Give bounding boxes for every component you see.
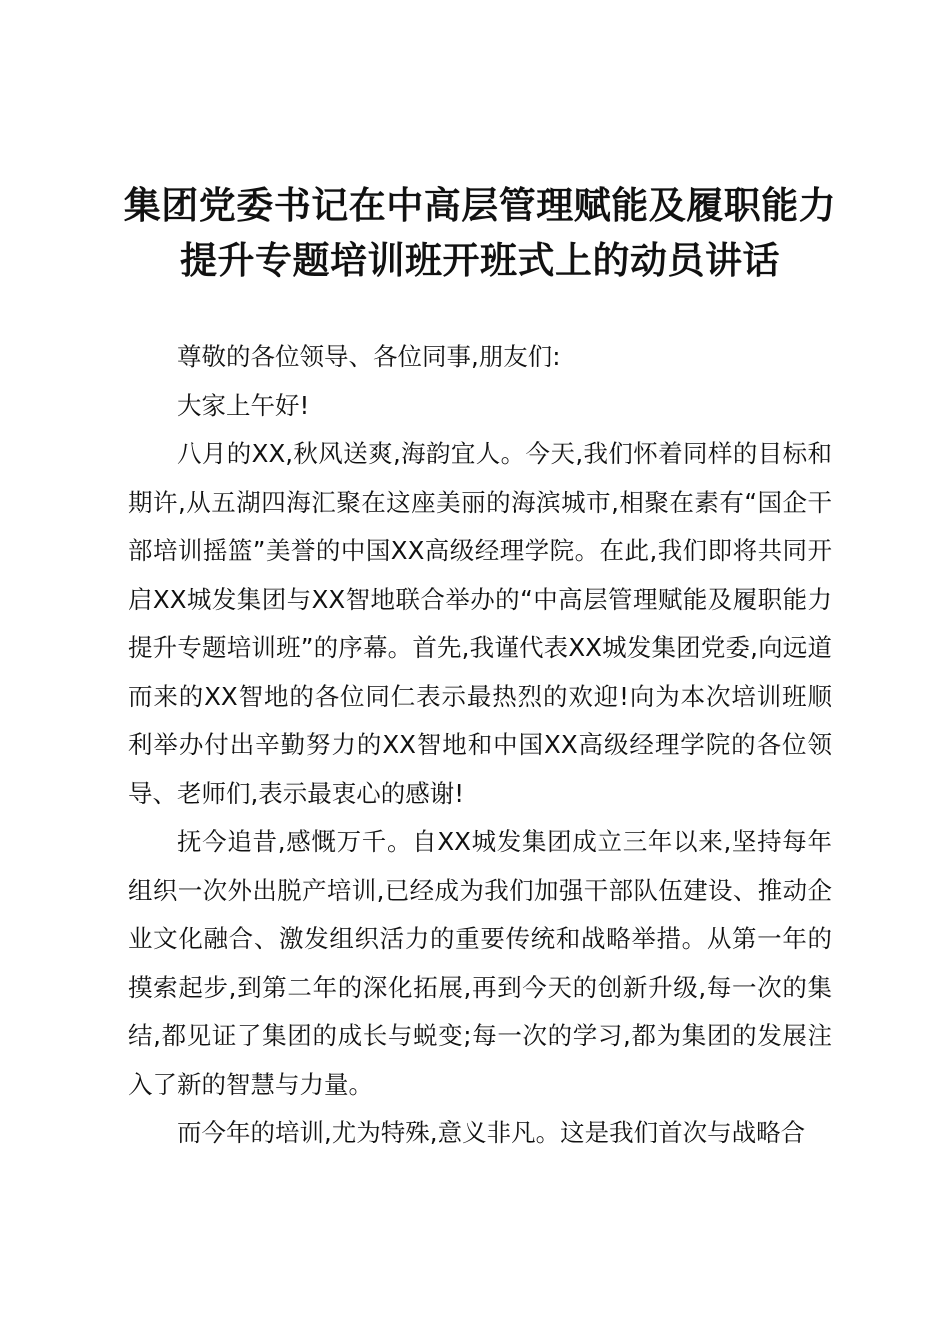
body-paragraph: 八月的XX,秋风送爽,海韵宜人。今天,我们怀着同样的目标和期许,从五湖四海汇聚在这座美丽的海滨城市,相聚在素有“国企干部培训摇篮”美誉的中国XX高级经理学院。在此,我们即将共同开启XX城发集团与XX智地联合举办的“中高层管理赋能及履职能力提升专题培训班”的序幕。首先,我谨代表XX城发集团党委,向远道而来的XX智地的各位同仁表示最热烈的欢迎!向为本次培训班顺利举办付出辛勤努力的XX智地和中国XX高级经理学院的各位领导、老师们,表示最衷心的感谢! <box>128 439 832 808</box>
greeting-paragraph: 大家上午好! <box>177 390 310 420</box>
salutation-paragraph: 尊敬的各位领导、各位同事,朋友们: <box>177 342 561 371</box>
body-paragraph: 抚今追昔,感慨万千。自XX城发集团成立三年以来,坚持每年组织一次外出脱产培训,已经成为我们加强干部队伍建设、推动企业文化融合、激发组织活力的重要传统和战略举措。从第一年的摸索起步,到第二年的深化拓展,再到今天的创新升级,每一次的集结,都见证了集团的成长与蜕变;每一次的学习,都为集团的发展注入了新的智慧与力量。 <box>128 827 832 1099</box>
document-title: 集团党委书记在中高层管理赋能及履职能力提升专题培训班开班式上的动员讲话 <box>123 184 837 282</box>
document-body <box>128 333 832 1158</box>
body-paragraph: 而今年的培训,尤为特殊,意义非凡。这是我们首次与战略合 <box>177 1118 806 1147</box>
